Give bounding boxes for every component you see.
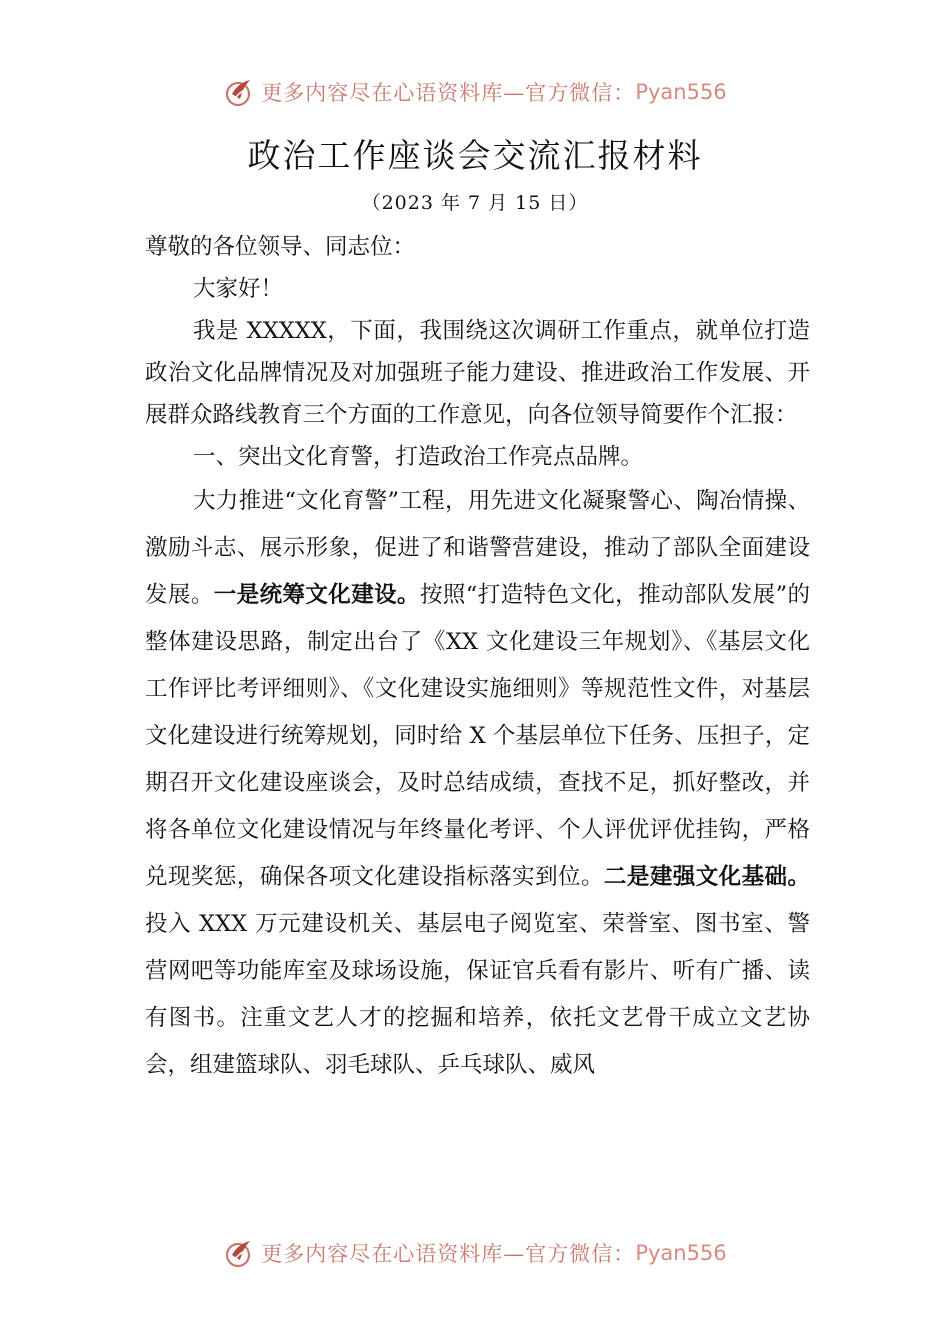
- document-body: [145, 226, 810, 1089]
- paragraph-text: 投入 XXX 万元建设机关、基层电子阅览室、荣誉室、图书室、警营网吧等功能库室及球场设施，保证官兵看有影片、听有广播、读有图书。注重文艺人才的挖掘和培养，依托文艺骨干成立文艺协会，组建篮球队、羽毛球队、乒乓球队、威风: [145, 911, 810, 1078]
- watermark-footer: [0, 1233, 950, 1273]
- watermark-header: [0, 72, 950, 112]
- paragraph-text: 按照“打造特色文化，推动部队发展”的整体建设思路，制定出台了《XX 文化建设三年规划》、《基层文化工作评比考评细则》、《文化建设实施细则》等规范性文件，对基层文化建设进行统筹规划，同时给 X 个基层单位下任务、压担子，定期召开文化建设座谈会，及时总结成绩，查找不足，抓好整改，并将各单位文化建设情况与年终量化考评、个人评优评优挂钩，严格兑现奖惩，确保各项文化建设指标落实到位。: [145, 582, 810, 890]
- document-date: （2023 年 7 月 15 日）: [361, 192, 589, 214]
- watermark-id: Pyan556: [635, 1241, 727, 1265]
- section-heading: 一、突出文化育警，打造政治工作亮点品牌。: [193, 444, 644, 470]
- paragraph-text: 大力推进“文化育警”工程，用先进文化凝聚警心、陶冶情操、激励斗志、展示形象，促进了和谐警营建设，推动了部队全面建设发展。: [145, 488, 810, 608]
- watermark-text: 更多内容尽在心语资料库—官方微信：: [261, 81, 636, 105]
- watermark-text: 更多内容尽在心语资料库—官方微信：: [261, 1242, 636, 1266]
- document-title: 政治工作座谈会交流汇报材料: [247, 136, 703, 175]
- watermark-id: Pyan556: [635, 80, 727, 104]
- intro-paragraph: 我是 XXXXX，下面，我围绕这次调研工作重点，就单位打造政治文化品牌情况及对加强班子能力建设、推进政治工作发展、开展群众路线教育三个方面的工作意见，向各位领导简要作个汇报：: [145, 318, 810, 428]
- brand-logo-icon: [223, 1236, 257, 1270]
- body-paragraph: [145, 478, 810, 1089]
- greeting: 大家好！: [193, 276, 284, 302]
- bold-lead: 一是统筹文化建设。: [213, 582, 420, 608]
- bold-lead: 二是建强文化基础。: [603, 864, 810, 890]
- brand-logo-icon: [223, 75, 257, 109]
- salutation: 尊敬的各位领导、同志位：: [145, 234, 416, 260]
